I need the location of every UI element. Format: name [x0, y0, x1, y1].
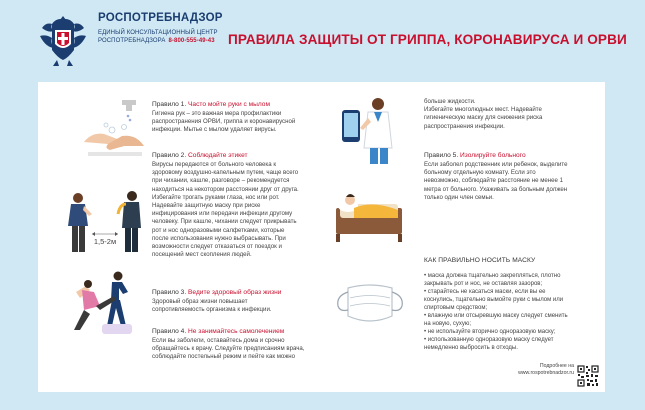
- rule-3-heading: Правило 3. Ведите здоровый образ жизни: [152, 289, 282, 296]
- list-item: • не используйте вторично одноразовую маску;: [424, 329, 556, 335]
- consult-center-line2: РОСПОТРЕБНАДЗОРА 8-800-555-49-43: [98, 38, 215, 44]
- doctor-phone-icon: [338, 94, 400, 166]
- page-title: ПРАВИЛА ЗАЩИТЫ ОТ ГРИППА, КОРОНАВИРУСА И ОРВИ: [228, 32, 627, 47]
- more-info-label: Подробнее на: [539, 363, 574, 369]
- list-item: коснулись, тщательно вымойте руки с мылом или: [424, 297, 564, 303]
- list-item: • использованную одноразовую маску следует: [424, 337, 554, 343]
- list-item: • маска должна тщательно закрепляться, плотно: [424, 273, 561, 279]
- rule-4-continued: больше жидкости. Избегайте многолюдных мест. Надевайте гигиеническую маску для снижения риска распространения инфекции.: [424, 98, 543, 130]
- rule-2: Правило 2. Соблюдайте этикет Вирусы передаются от больного человека к здоровому воздушно-капельным путем, чаще всего при чихании, кашле, разговоре – рекомендуется находиться на некотором расстоянии друг от друга. Избегайте трогать руками глаза, нос или рот. Надевайте защитную маску при риске инфицирования или передачи инфекции другому человеку. При кашле, чихании следует прикрывать рот и нос одноразовыми салфетками, которые после использования нужно выбрасывать. При возможности следует отказаться от поездок и посещений мест скопления людей.: [152, 151, 332, 259]
- mask-heading: КАК ПРАВИЛЬНО НОСИТЬ МАСКУ: [424, 257, 536, 264]
- organization-name: РОСПОТРЕБНАДЗОР: [98, 12, 223, 24]
- rule-4: Правило 4. Не занимайтесь самолечением Если вы заболели, оставайтесь дома и срочно обращайтесь к врачу. Следуйте предписаниям врача, соблюдайте постельный режим и пейте как можно: [152, 327, 334, 362]
- qr-code-icon[interactable]: [577, 365, 599, 387]
- rule-3: Правило 3. Ведите здоровый образ жизни Здоровый образ жизни повышает сопротивляемость организма к инфекции.: [152, 288, 330, 314]
- face-mask-icon: [334, 280, 406, 328]
- hand-washing-icon: [82, 96, 148, 160]
- rule-4-heading: Правило 4. Не занимайтесь самолечением: [152, 328, 285, 335]
- emblem-eagle-icon: [38, 10, 88, 68]
- rules-card: [38, 82, 605, 392]
- rule-5: Правило 5. Изолируйте больного Если заболел родственник или ребенок, выделите больному отдельную комнату. Если это невозможно, соблюдайте расстояние не менее 1 метра от больного. Ухаживать за больным должен только один член семьи.: [424, 151, 596, 202]
- header: [0, 0, 645, 78]
- consult-center-line1: ЕДИНЫЙ КОНСУЛЬТАЦИОННЫЙ ЦЕНТР: [98, 30, 218, 36]
- more-info: [500, 363, 574, 377]
- hotline-phone[interactable]: 8-800-555-49-43: [168, 38, 215, 44]
- social-distance-icon: [62, 186, 146, 256]
- rule-1-heading: Правило 1. Часто мойте руки с мылом: [152, 101, 270, 108]
- exercise-icon: [68, 270, 142, 338]
- list-item: спиртовым средством;: [424, 305, 488, 311]
- rule-2-heading: Правило 2. Соблюдайте этикет: [152, 152, 248, 159]
- list-item: на новую, сухую;: [424, 321, 472, 327]
- list-item: • влажную или отсыревшую маску следует сменить: [424, 313, 568, 319]
- distance-label: 1,5-2м: [93, 237, 117, 246]
- list-item: закрывать рот и нос, не оставляя зазоров;: [424, 281, 543, 287]
- website-link[interactable]: www.rospotrebnadzor.ru: [518, 370, 574, 376]
- rule-5-heading: Правило 5. Изолируйте больного: [424, 152, 526, 159]
- list-item: • старайтесь не касаться маски, если вы ее: [424, 289, 546, 295]
- rule-1: Правило 1. Часто мойте руки с мылом Гигиена рук – это важная мера профилактики распространения ОРВИ, гриппа и коронавирусной инфекции. Мытье с мылом удаляет вирусы.: [152, 100, 330, 135]
- mask-instructions: [424, 272, 594, 352]
- sick-person-bed-icon: [334, 186, 406, 244]
- list-item: немедленно выбросить в отходы.: [424, 345, 518, 351]
